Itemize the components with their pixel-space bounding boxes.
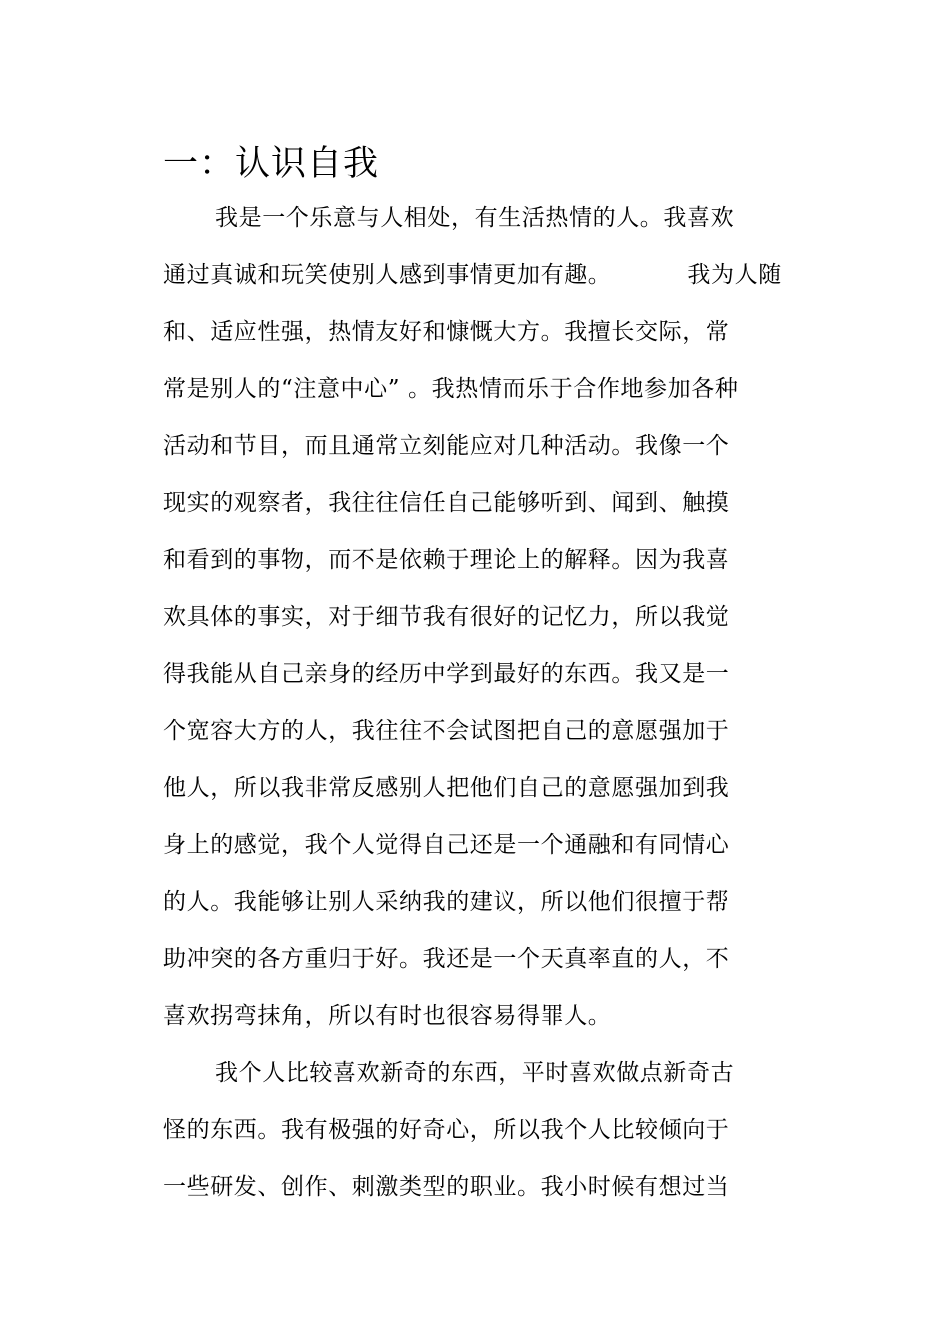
paragraph-line: 怪的东西。我有极强的好奇心，所以我个人比较倾向于 [163,1117,730,1143]
paragraph-line: 和、适应性强，热情友好和慷慨大方。我擅长交际，常 [163,319,730,345]
paragraph-line: 助冲突的各方重归于好。我还是一个天真率直的人，不 [163,946,730,972]
paragraph-line: 身上的感觉，我个人觉得自己还是一个通融和有同情心 [163,832,730,858]
section-heading: 一：认识自我 [163,144,380,184]
paragraph-line: 常是别人的“注意中心” 。我热情而乐于合作地参加各种 [163,376,739,402]
paragraph-line: 活动和节目，而且通常立刻能应对几种活动。我像一个 [163,433,730,459]
paragraph-line: 我个人比较喜欢新奇的东西，平时喜欢做点新奇古 [215,1060,735,1086]
paragraph-line: 他人，所以我非常反感别人把他们自己的意愿强加到我 [163,775,730,801]
paragraph-line: 喜欢拐弯抹角，所以有时也很容易得罪人。 [163,1003,612,1029]
paragraph-line: 现实的观察者，我往往信任自己能够听到、闻到、触摸 [163,490,730,516]
paragraph-line: 的人。我能够让别人采纳我的建议，所以他们很擅于帮 [163,889,730,915]
paragraph-line: 我是一个乐意与人相处，有生活热情的人。我喜欢 [215,205,735,231]
paragraph-line-segment: 我为人随 [687,262,782,288]
paragraph-line [163,258,782,292]
paragraph-line: 个宽容大方的人，我往往不会试图把自己的意愿强加于 [163,718,730,744]
paragraph-line: 得我能从自己亲身的经历中学到最好的东西。我又是一 [163,661,730,687]
paragraph-line: 一些研发、创作、刺激类型的职业。我小时候有想过当 [163,1174,730,1200]
paragraph-line: 和看到的事物，而不是依赖于理论上的解释。因为我喜 [163,547,730,573]
paragraph-line-segment: 通过真诚和玩笑使别人感到事情更加有趣。 [163,262,612,288]
paragraph-line: 欢具体的事实，对于细节我有很好的记忆力，所以我觉 [163,604,730,630]
